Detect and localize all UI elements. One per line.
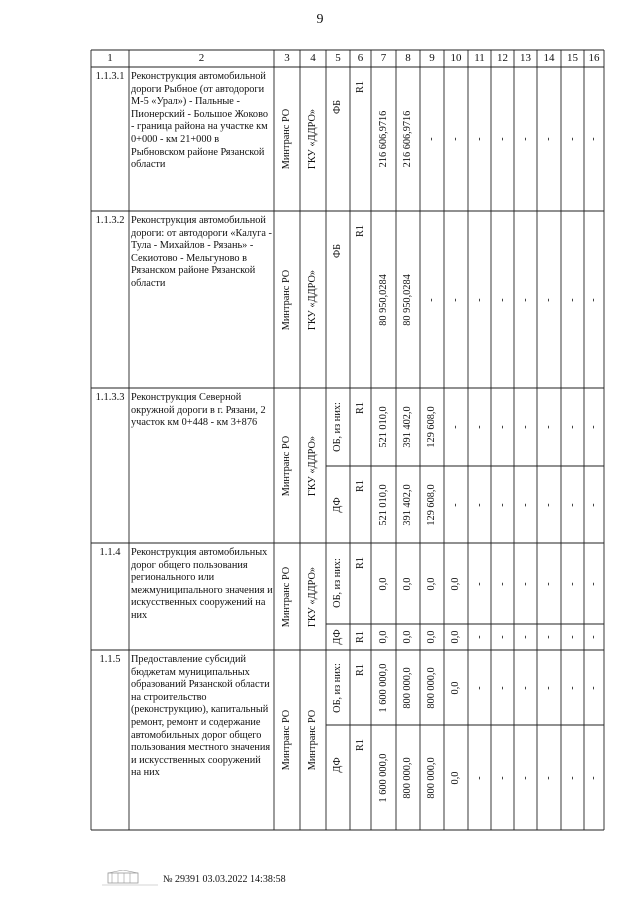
value-col9: 800 000,0 — [426, 756, 437, 799]
value-col8: 80 950,0284 — [402, 273, 413, 326]
empty-value: - — [588, 685, 599, 690]
empty-value: - — [473, 635, 485, 639]
col-header: 16 — [588, 52, 600, 64]
recipient: ГКУ «ДДРО» — [307, 108, 318, 170]
value-col8: 800 000,0 — [402, 756, 413, 799]
empty-value: - — [543, 297, 554, 302]
value-col7: 1 600 000,0 — [377, 753, 389, 802]
doc-datetime: 03.03.2022 14:38:58 — [202, 874, 286, 885]
code: R1 — [354, 630, 366, 644]
value-col7: 216 606,9716 — [377, 110, 389, 168]
empty-value: - — [566, 635, 578, 639]
doc-number: № 29391 — [163, 874, 201, 885]
value-col9: 0,0 — [426, 577, 437, 590]
value-col8: 0,0 — [402, 630, 413, 644]
empty-value: - — [496, 685, 508, 690]
code: R1 — [354, 80, 366, 94]
value-col8: 0,0 — [402, 577, 413, 590]
value-col8: 216 606,9716 — [402, 110, 413, 168]
value-col7: 1 600 000,0 — [377, 663, 389, 712]
empty-value: - — [588, 581, 599, 586]
col-header: 3 — [284, 52, 290, 64]
value-col9: 0,0 — [426, 630, 437, 644]
value-col10: 0,0 — [450, 681, 461, 694]
row-number: 1.1.3.3 — [95, 392, 125, 403]
executor: Минтранс РО — [281, 108, 292, 170]
empty-value: - — [519, 137, 531, 141]
col-header: 2 — [198, 52, 205, 64]
empty-value: - — [496, 425, 508, 429]
empty-value: - — [519, 775, 531, 780]
value-col8: 391 402,0 — [402, 406, 413, 448]
funding-source: ДФ — [332, 496, 343, 513]
executor: Минтранс РО — [281, 269, 292, 330]
empty-value: - — [543, 775, 554, 780]
col-header: 14 — [543, 52, 555, 64]
empty-value: - — [496, 297, 508, 302]
document-logo-icon — [100, 870, 160, 890]
empty-value: - — [450, 137, 461, 141]
funding-source: ФБ — [332, 99, 343, 115]
empty-value: - — [473, 581, 485, 586]
row-name: Реконструкция автомобильных дорог общего пользования регионального или межмуниципального значения и искусственных сооружений на них — [131, 547, 273, 621]
funding-source: ДФ — [332, 629, 343, 645]
col-header: 12 — [497, 52, 508, 64]
col-header: 1 — [107, 52, 113, 64]
col-header: 9 — [429, 52, 435, 64]
empty-value: - — [496, 635, 508, 639]
recipient: ГКУ «ДДРО» — [307, 566, 318, 627]
value-col7: 521 010,0 — [377, 483, 389, 526]
executor: Минтранс РО — [281, 435, 292, 496]
row-number: 1.1.3.2 — [95, 215, 125, 226]
empty-value: - — [588, 297, 599, 302]
empty-value: - — [543, 635, 554, 639]
col-header: 11 — [474, 52, 485, 64]
value-col9: - — [426, 297, 437, 302]
col-header: 13 — [520, 52, 531, 64]
empty-value: - — [566, 581, 578, 586]
value-col7: 0,0 — [377, 577, 389, 590]
empty-value: - — [519, 635, 531, 639]
col-header: 15 — [567, 52, 578, 64]
col-header: 5 — [335, 52, 341, 64]
code: R1 — [354, 224, 366, 238]
empty-value: - — [473, 425, 485, 429]
empty-value: - — [566, 685, 578, 690]
row-name: Реконструкция автомобильной дороги Рыбное (от автодороги М-5 «Урал») - Пальные - Пионерский - Большое Жоково - граница района на участке км 0+000 - км 21+000 в Рыбновском районе Рязанской области — [131, 71, 269, 171]
col-header: 8 — [405, 52, 411, 64]
empty-value: - — [566, 137, 578, 141]
executor: Минтранс РО — [281, 566, 292, 627]
funding-source: ФБ — [332, 243, 343, 259]
empty-value: - — [543, 502, 554, 507]
empty-value: - — [496, 137, 508, 141]
col-header: 10 — [450, 52, 462, 64]
empty-value: - — [473, 137, 485, 141]
empty-value: - — [519, 425, 531, 429]
value-col8: 800 000,0 — [402, 666, 413, 709]
value-col7: 80 950,0284 — [377, 273, 389, 326]
code: R1 — [354, 556, 366, 570]
code: R1 — [354, 738, 366, 752]
empty-value: - — [588, 137, 599, 141]
col-header: 4 — [310, 52, 316, 64]
empty-value: - — [450, 502, 461, 507]
empty-value: - — [588, 635, 599, 639]
row-name: Предоставление субсидий бюджетам муниципальных образований Рязанской области на строительство (реконструкцию), капитальный ремонт, ремонт и содержание автомобильных дорог общего пользования местного значения и искусственных сооружений на них — [131, 654, 271, 779]
empty-value: - — [588, 502, 599, 507]
empty-value: - — [450, 297, 461, 302]
empty-value: - — [588, 775, 599, 780]
page-number: 9 — [316, 12, 324, 27]
empty-value: - — [588, 425, 599, 429]
recipient: ГКУ «ДДРО» — [307, 269, 318, 330]
col-header: 7 — [380, 52, 387, 64]
empty-value: - — [519, 502, 531, 507]
empty-value: - — [519, 685, 531, 690]
empty-value: - — [473, 502, 485, 507]
executor: Минтранс РО — [281, 709, 292, 771]
value-col8: 391 402,0 — [402, 483, 413, 526]
empty-value: - — [543, 685, 554, 690]
empty-value: - — [519, 297, 531, 302]
row-number: 1.1.3.1 — [95, 71, 125, 82]
funding-source: ОБ, из них: — [332, 402, 343, 452]
value-col10: 0,0 — [450, 577, 461, 590]
value-col9: 800 000,0 — [426, 666, 437, 709]
empty-value: - — [543, 137, 554, 141]
footer — [100, 870, 160, 890]
document-stamp — [163, 874, 286, 885]
recipient: Минтранс РО — [307, 709, 318, 771]
empty-value: - — [543, 581, 554, 586]
empty-value: - — [496, 775, 508, 780]
row-number: 1.1.5 — [99, 654, 121, 665]
empty-value: - — [519, 581, 531, 586]
empty-value: - — [496, 502, 508, 507]
empty-value: - — [473, 775, 485, 780]
empty-value: - — [543, 425, 554, 429]
code: R1 — [354, 401, 366, 415]
value-col7: 521 010,0 — [377, 406, 389, 448]
value-col10: 0,0 — [450, 630, 461, 644]
row-name: Реконструкция автомобильной дороги: от автодороги «Калуга - Тула - Михайлов - Рязань» - Секиотово - Мельгуново в Рязанском районе Рязанской области — [131, 215, 272, 289]
empty-value: - — [566, 775, 578, 780]
empty-value: - — [450, 425, 461, 429]
value-col9: - — [426, 137, 437, 141]
empty-value: - — [566, 425, 578, 429]
empty-value: - — [496, 581, 508, 586]
row-name: Реконструкция Северной окружной дороги в г. Рязани, 2 участок км 0+448 - км 3+876 — [131, 392, 266, 429]
value-col7: 0,0 — [377, 630, 389, 644]
value-col9: 129 608,0 — [426, 406, 437, 448]
recipient: ГКУ «ДДРО» — [307, 435, 318, 496]
empty-value: - — [473, 685, 485, 690]
code: R1 — [354, 479, 366, 493]
empty-value: - — [566, 502, 578, 507]
empty-value: - — [566, 297, 578, 302]
col-header: 6 — [357, 52, 364, 64]
value-col9: 129 608,0 — [426, 483, 437, 526]
code: R1 — [354, 663, 366, 677]
funding-source: ОБ, из них: — [332, 662, 343, 713]
row-number: 1.1.4 — [99, 547, 121, 558]
value-col10: 0,0 — [450, 771, 461, 784]
empty-value: - — [473, 297, 485, 302]
funding-source: ДФ — [332, 757, 343, 773]
funding-source: ОБ, из них: — [332, 558, 343, 608]
